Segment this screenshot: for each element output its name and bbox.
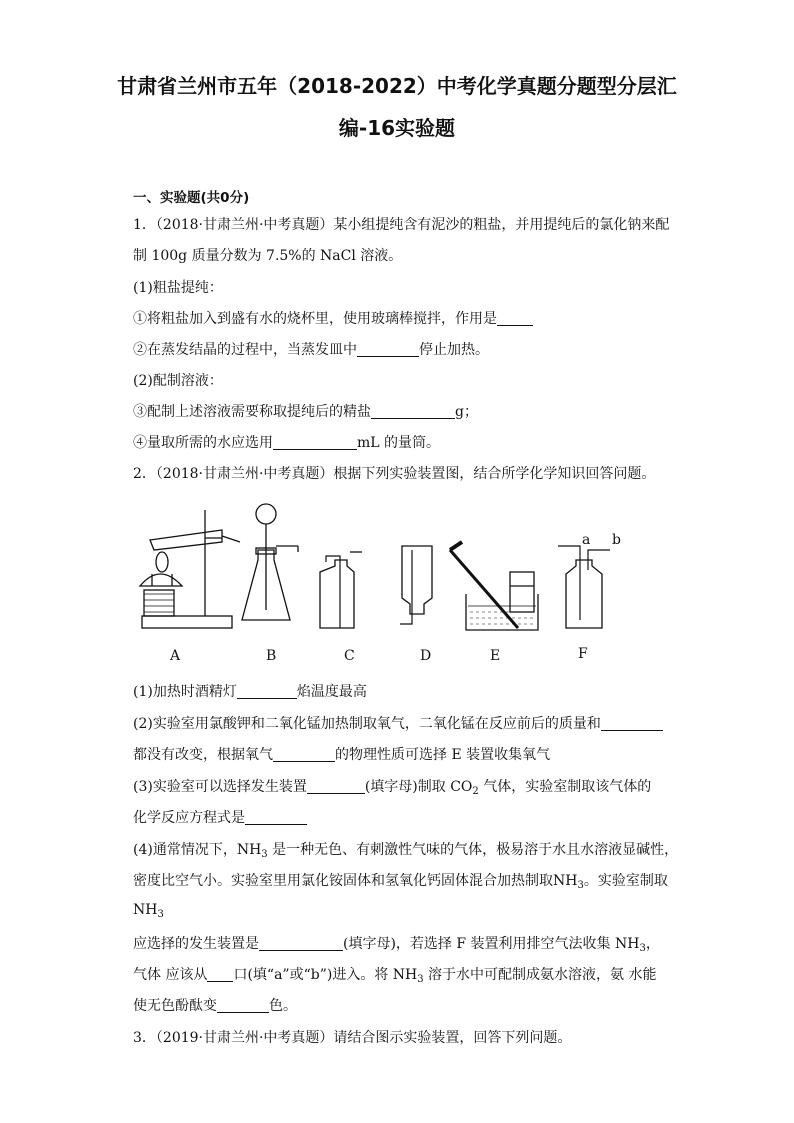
q1-item-b-pre: ②在蒸发结晶的过程中，当蒸发皿中 [133, 342, 357, 358]
subscript: 3 [417, 974, 424, 985]
q2-subq4-text: (填字母)，若选择 F 装置利用排空气法收集 NH [343, 936, 640, 952]
apparatus-f-bottle-icon [558, 546, 610, 628]
subscript: 3 [577, 880, 584, 891]
q2-subq3-pre: (3)实验室可以选择发生装置 [133, 779, 307, 795]
apparatus-label-b: B [266, 648, 277, 664]
answer-blank[interactable] [307, 779, 365, 794]
apparatus-e-water-trough-icon [450, 542, 538, 630]
q2-subq4-line4 [133, 933, 660, 954]
apparatus-label-a: A [170, 648, 181, 664]
q1-item-b-post: 停止加热。 [419, 342, 489, 358]
apparatus-label-f: F [578, 646, 588, 662]
q2-subq3b-pre: 化学反应方程式是 [133, 810, 245, 826]
q2-subq4-text: 是一种无色、有刺激性气味的气体，极易溶于水且水溶液显碱性， [267, 842, 679, 858]
q2-subq4-text: 使无色酚酞变 [133, 998, 217, 1014]
q2-subq4-text: 应选择的发生装置是 [133, 936, 259, 952]
subscript: 3 [639, 943, 646, 954]
q2-subq4-text: 。实验室制取 [583, 873, 668, 889]
q1-item-a [133, 308, 533, 328]
apparatus-label-c: C [344, 648, 355, 664]
apparatus-b-flask-icon [242, 504, 298, 620]
lab-apparatus-figure [130, 490, 630, 670]
apparatus-d-bottle-icon [400, 546, 432, 624]
apparatus-label-e: E [490, 648, 501, 664]
q2-subq4-text: ， [645, 936, 660, 952]
port-b-label: b [612, 532, 621, 548]
q1-stem-line1: 1．（2018·甘肃兰州·中考真题）某小组提纯含有泥沙的粗盐，并用提纯后的氯化钠来配 [133, 217, 670, 233]
q2-subq1-pre: (1)加热时酒精灯 [133, 684, 237, 700]
answer-blank[interactable] [601, 716, 663, 731]
apparatus-c-bottle-icon [320, 552, 362, 628]
q2-subq4-line2 [133, 870, 668, 891]
q2-subq4-line5 [133, 964, 657, 985]
answer-blank[interactable] [217, 998, 269, 1013]
apparatus-label-d: D [420, 648, 432, 664]
q1-part1-heading: (1)粗盐提纯： [133, 280, 223, 296]
q1-item-d-post: mL 的量筒。 [357, 435, 441, 451]
q2-subq3-post: 气体，实验室制取该气体的 [478, 779, 652, 795]
q3-stem: 3．（2019·甘肃兰州·中考真题）请结合图示实验装置，回答下列问题。 [133, 1030, 572, 1046]
q2-subq4-text: 溶于水中可配制成氨水溶液，氨 水能 [423, 967, 657, 983]
q2-subq4-text: 口(填“a”或“b”)进入。将 NH [233, 967, 418, 983]
answer-blank[interactable] [371, 404, 455, 419]
q2-subq2-pre: (2)实验室用氯酸钾和二氧化锰加热制取氧气，二氧化锰在反应前后的质量和 [133, 716, 601, 732]
answer-blank[interactable] [357, 342, 419, 357]
subscript: 3 [157, 909, 164, 920]
q1-item-a-text: ①将粗盐加入到盛有水的烧杯里，使用玻璃棒搅拌，作用是 [133, 311, 497, 327]
q1-item-c-pre: ③配制上述溶液需要称取提纯后的精盐 [133, 404, 371, 420]
subscript: 3 [261, 849, 268, 860]
q2-subq4-text: 密度比空气小。实验室里用氯化铵固体和氢氧化钙固体混合加热制取NH [133, 873, 578, 889]
q1-item-d-pre: ④量取所需的水应选用 [133, 435, 273, 451]
q1-item-b [133, 339, 489, 359]
answer-blank[interactable] [237, 684, 297, 699]
q1-item-c-post: g； [455, 404, 478, 420]
document-title-line1: 甘肃省兰州市五年（2018-2022）中考化学真题分题型分层汇 [117, 74, 677, 98]
q2-subq4-line1 [133, 839, 678, 860]
q2-subq2-line2 [133, 744, 550, 764]
q2-subq2b-post: 的物理性质可选择 E 装置收集氧气 [335, 747, 551, 763]
q1-item-c [133, 401, 478, 421]
q2-subq4-text: 色。 [269, 998, 297, 1014]
q1-stem-line2: 制 100g 质量分数为 7.5%的 NaCl 溶液。 [133, 248, 403, 264]
q2-subq3-mid: (填字母)制取 CO [364, 779, 473, 795]
q2-subq2b-pre: 都没有改变，根据氧气 [133, 747, 273, 763]
q2-subq3-line1 [133, 776, 651, 797]
answer-blank[interactable] [207, 967, 233, 982]
document-title-line2: 编-16实验题 [338, 116, 456, 140]
answer-blank[interactable] [273, 435, 357, 450]
q2-subq2-line1 [133, 713, 663, 733]
q2-subq4-line3 [133, 902, 164, 920]
answer-blank[interactable] [245, 810, 307, 825]
q1-item-d [133, 432, 440, 452]
q2-stem: 2．（2018·甘肃兰州·中考真题）根据下列实验装置图，结合所学化学知识回答问题。 [133, 466, 656, 482]
port-a-label: a [582, 532, 591, 548]
q2-subq1-post: 焰温度最高 [296, 684, 367, 700]
q2-subq4-text: 气体 应该从 [133, 967, 208, 983]
section-heading: 一、实验题(共0分) [133, 190, 250, 206]
answer-blank[interactable] [497, 311, 533, 326]
q2-subq3-line2 [133, 807, 307, 827]
q2-subq4-text: NH [133, 902, 158, 918]
q1-part2-heading: (2)配制溶液： [133, 373, 223, 389]
answer-blank[interactable] [259, 936, 343, 951]
q2-subq4-text: (4)通常情况下，NH [133, 842, 262, 858]
apparatus-drawing [130, 490, 630, 670]
subscript: 2 [472, 786, 479, 797]
apparatus-a-heating-icon [140, 510, 240, 628]
q2-subq1 [133, 681, 367, 701]
answer-blank[interactable] [273, 747, 335, 762]
q2-subq4-line6 [133, 995, 297, 1015]
